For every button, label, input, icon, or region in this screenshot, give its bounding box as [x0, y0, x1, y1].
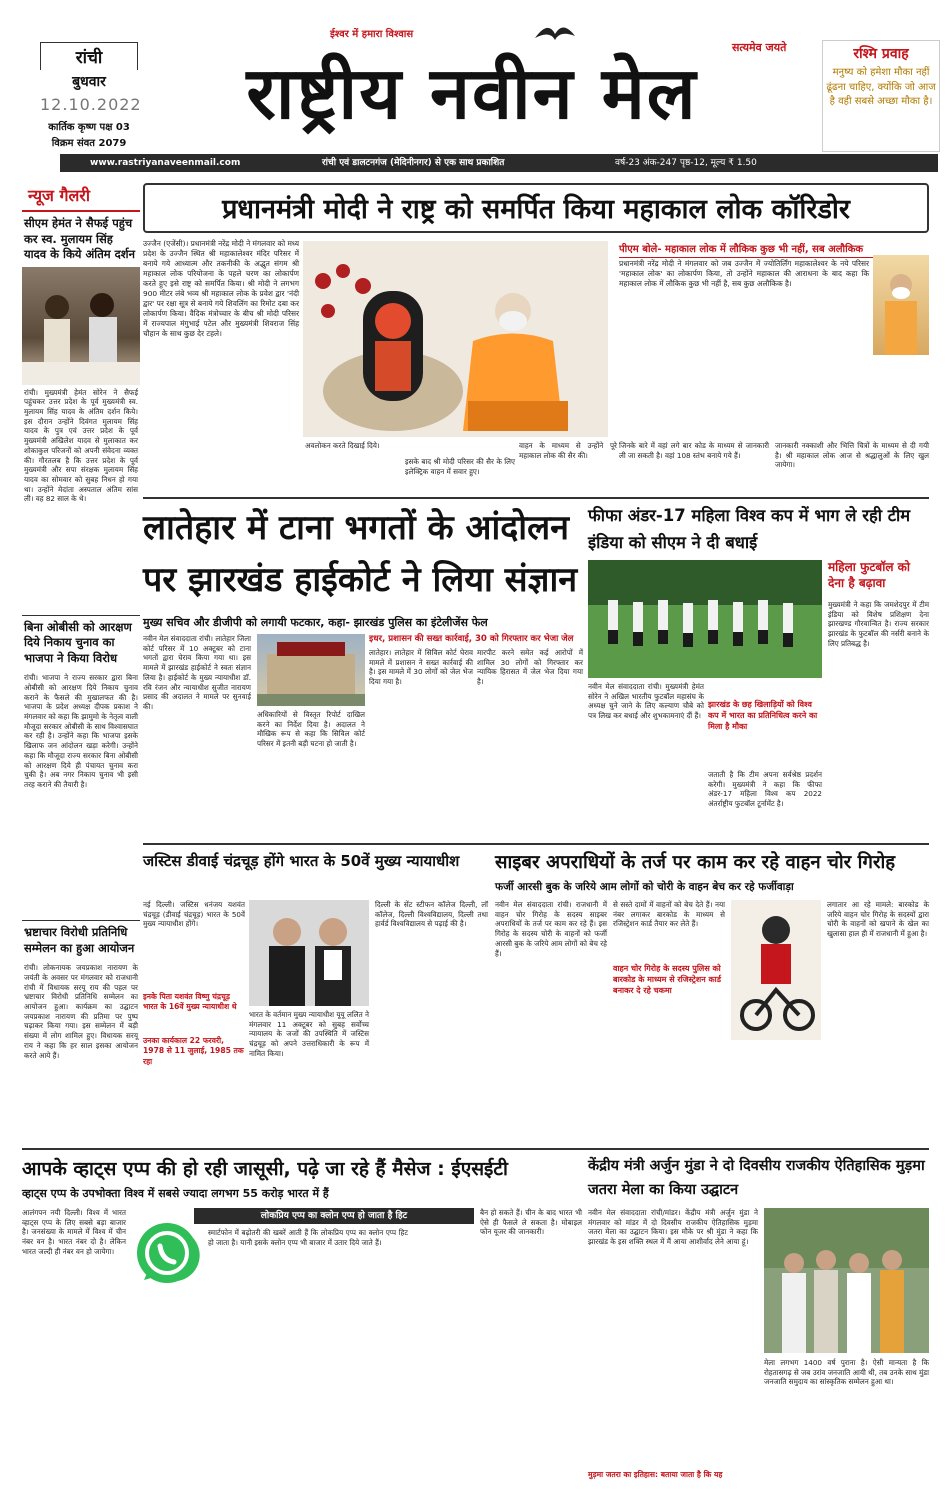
latehar-box-body2: मारपीट करने समेत कई आरोपों में शामिल 30 लोगों को गिरफ्तार कर न्यायिक हिरासत में जेल भेज दिया गया है।: [477, 648, 583, 687]
lead-side-foot: जिनके बारे में वहां लगे बार कोड के माध्यम से जानकारी ली जा सकती है। वहां 108 स्तंभ बनाये गये हैं।: [619, 441, 769, 460]
divider: [143, 497, 929, 499]
arjun-story: [588, 1150, 929, 1486]
lead-col2: इसके बाद श्री मोदी परिसर की सैर के लिए इलेक्ट्रिक वाहन में सवार हुए।: [405, 457, 515, 476]
justice-headline: जस्टिस डीवाई चंद्रचूड़ होंगे भारत के 50वें मुख्य न्यायाधीश: [143, 852, 460, 870]
fifa-side-headline: महिला फुटबॉल को देना है बढ़ावा: [828, 560, 910, 590]
cyber-quote: वाहन चोर गिरोह के सदस्य पुलिस को बारकोड के माध्यम से रजिस्ट्रेशन कार्ड बनाकर दे रहे चकमा: [613, 964, 721, 995]
lead-photo-caption: अवलोकन करते दिखाई दिये।: [305, 441, 380, 450]
cyber-body: नवीन मेल संवाददाता रांची। राजधानी में वाहन चोर गिरोह के सदस्य साइबर अपराधियों के तर्ज पर काम कर रहे हैं। इस गिरोह के सदस्य चोरी के वाहनों को फर्जी आरसी बुक के जरिये आम लोगों को बेच रहे हैं।: [495, 900, 607, 958]
latehar-story: [143, 500, 583, 840]
cyber-subhead: फर्जी आरसी बुक के जरिये आम लोगों को चोरी के वाहन बेच कर रहे फर्जीवाड़ा: [495, 881, 794, 893]
lead-side-headline: पीएम बोले- महाकाल लोक में लौकिक कुछ भी नहीं, सब अलौकिक: [619, 241, 929, 258]
city: रांची: [40, 42, 138, 70]
latehar-body: नवीन मेल संवाददाता रांची। लातेहार जिला कोर्ट परिसर में 10 अक्टूबर को टाना भगतों द्वारा घेराव किया गया था। इस मामले में झारखंड हाईकोर्ट ने स्वतः संज्ञान लिया है। हाईकोर्ट के मुख्य न्यायाधीश डॉ. रवि रंजन और न्यायाधीश सुजीत नारायण प्रसाद की अदालत ने मामले पर सुनवाई की।: [143, 634, 251, 712]
fifa-story: [588, 500, 929, 840]
tagline: ईश्वर में हमारा विश्वास: [330, 29, 414, 40]
gallery-title: न्यूज गैलरी: [22, 180, 140, 212]
website-link[interactable]: www.rastriyanaveenmail.com: [90, 158, 241, 168]
fifa-side-body: मुख्यमंत्री ने कहा कि जमशेदपुर में टीम इंडिया को विशेष प्रशिक्षण देना झारखण्ड गौरवान्वित है। राज्य सरकार झारखंड के फुटबॉल की नर्सरी बनाने के लिए प्रतिबद्ध है।: [828, 600, 929, 648]
court-photo: [257, 634, 365, 706]
whatsapp-subhead: व्हाट्स एप्प के उपभोक्ता विश्व में सबसे ज्यादा लगभग 55 करोड़ भारत में हैं: [22, 1187, 329, 1200]
whatsapp-bar: लोकप्रिय एप्प का क्लोन एप्प हो जाता है हिट: [194, 1208, 474, 1224]
day: बुधवार: [72, 74, 106, 90]
justice-bullet-1: इनके पिता यशवंत विष्णु चंद्रचूड़ भारत के 16वें मुख्य न्यायाधीश थे: [143, 992, 237, 1012]
gallery-story2-headline: बिना ओबीसी को आरक्षण दिये निकाय चुनाव का भाजपा ने किया विरोध: [22, 615, 140, 671]
whatsapp-story: [22, 1150, 582, 1486]
edition: रांची एवं डालटनगंज (मेदिनीनगर) से एक साथ प्रकाशित: [322, 158, 505, 168]
news-gallery: [22, 180, 140, 1245]
fifa-body: नवीन मेल संवाददाता रांची। मुख्यमंत्री हेमंत सोरेन ने अखिल भारतीय फुटबॉल महासंघ के अध्यक्ष चुने जाने के लिए कल्याण चौबे को पत्र लिख कर बधाई और शुभकामनाएं दीं हैं।: [588, 682, 704, 721]
issue-info: वर्ष-23 अंक-247 पृष्ठ-12, मूल्य ₹ 1.50: [615, 158, 757, 168]
cyber-body2: से सस्ते दामों में वाहनों को बेच देते हैं। नया नंबर लगाकर बारकोड के माध्यम से रजिस्ट्रेशन कार्ड तैयार कर लेते हैं।: [613, 900, 725, 929]
motto: सत्यमेव जयते: [732, 41, 787, 54]
tithi: कार्तिक कृष्ण पक्ष 03: [48, 122, 130, 133]
lead-photo: [303, 241, 608, 437]
justice-body2: दिल्ली के सेंट स्टीफन कॉलेज दिल्ली, लॉ कॉलेज, दिल्ली विश्वविद्यालय, दिल्ली तथा हार्वर्ड विश्वविद्यालय से पढ़ाई की है।: [375, 900, 488, 929]
latehar-body2: अधिकारियों से विस्तृत रिपोर्ट दाखिल करने का निर्देश दिया है। अदालत ने मौखिक रूप से कहा कि सिविल कोर्ट परिसर में इतनी बड़ी घटना हो जाती है।: [257, 710, 365, 749]
gallery-story1-headline: सीएम हेमंत ने सैफई पहुंच कर स्व. मुलायम सिंह यादव के किये अंतिम दर्शन: [24, 216, 135, 262]
info-bar: [60, 154, 938, 172]
arjun-headline: केंद्रीय मंत्री अर्जुन मुंडा ने दो दिवसीय राजकीय ऐतिहासिक मुड़मा जतरा मेला का किया उद्घाटन: [588, 1158, 925, 1198]
justice-dateline: नई दिल्ली। जस्टिस धनंजय यशवंत चंद्रचूड़ (डीवाई चंद्रचूड़) भारत के 50वें मुख्य न्यायाधीश होंगे।: [143, 900, 245, 929]
pm-speech-photo: [873, 255, 929, 355]
samvat: विक्रम संवत 2079: [51, 138, 127, 149]
gallery-story3-body: रांची। लोकनायक जयप्रकाश नारायण के जयंती के अवसर पर मंगलवार को राजधानी रांची में विधायक सरयू राय की पहल पर भ्रष्टाचार विरोधी प्रतिनिधि सम्मेलन का आयोजन हुआ। कार्यक्रम का उद्घाटन जयप्रकाश नारायण की प्रतिमा पर पुष्प चढ़ाकर किया गया। इस सम्मेलन में बड़ी संख्या में लोग शामिल हुए। विधायक सरयू राय ने कहा कि हर साल इसका आयोजन करते आये हैं।: [24, 963, 138, 1060]
mela-inauguration-photo: [764, 1208, 929, 1353]
justice-photo: [249, 900, 369, 1006]
paper-title: राष्ट्रीय नवीन मेल: [246, 51, 698, 135]
whatsapp-headline: आपके व्हाट्स एप्प की हो रही जासूसी, पढ़े जा रहे हैं मैसेज : ईएसईटी: [22, 1158, 508, 1180]
gallery-story2-body: रांची। भाजपा ने राज्य सरकार द्वारा बिना ओबीसी को आरक्षण दिये निकाय चुनाव कराने के फैसले की मुखालफत की है। भाजपा के प्रदेश अध्यक्ष दीपक प्रकाश ने मंगलवार को कहा कि झामुमो के नेतृत्व वाली मौजूदा सरकार ओबीसी के साथ विश्वासघात कर रही है। उन्होंने कहा कि भाजपा इसके खिलाफ जन आंदोलन खड़ा करेगी। उन्होंने कहा कि मौजूदा राज्य सरकार बिना ओबीसी को आरक्षण दिये ही पंचायत चुनाव करा चुकी है। अब नगर निकाय चुनाव भी इसी तरह कराने की तैयारी है।: [24, 673, 138, 789]
justice-body: भारत के वर्तमान मुख्य न्यायाधीश यूयू ललित ने मंगलवार 11 अक्टूबर को सुबह सर्वोच्च न्यायालय के जजों की उपस्थिति में जस्टिस चंद्रचूड़ को अपने उत्तराधिकारी के रूप में नामित किया।: [249, 1010, 369, 1058]
latehar-box-headline: इधर, प्रशासन की सख्त कार्रवाई, 30 को गिरफ्तार कर भेजा जेल: [369, 634, 574, 644]
football-team-photo: [588, 560, 822, 678]
date: 12.10.2022: [40, 95, 142, 114]
fifa-headline: फीफा अंडर-17 महिला विश्व कप में भाग ले रही टीम इंडिया को सीएम ने दी बधाई: [588, 506, 911, 552]
date-box: [40, 42, 142, 152]
latehar-headline: लातेहार में टाना भगतों के आंदोलन पर झारखंड हाईकोर्ट ने लिया संज्ञान: [143, 508, 578, 600]
cyber-side-body: लगातार आ रहे मामले: बारकोड के जरिये वाहन चोर गिरोह के सदस्यों द्वारा चोरी के वाहनों को खपाने के खेल का खुलासा हाल ही में राजधानी में हुआ है।: [827, 900, 929, 939]
gallery-story3-headline: भ्रष्टाचार विरोधी प्रतिनिधि सम्मेलन का हुआ आयोजन: [22, 920, 140, 960]
whatsapp-body3: बैन हो सकते हैं। चीन के बाद भारत भी ऐसे ही फैसले ले सकता है। मोबाइल फोन यूजर की जानकारी।: [480, 1208, 582, 1237]
justice-bullet-2: उनका कार्यकाल 22 फरवरी, 1978 से 11 जुलाई, 1985 तक रहा: [143, 1036, 244, 1066]
vehicle-thief-illustration: [731, 900, 821, 1040]
masthead: [0, 0, 945, 168]
lead-headline: प्रधानमंत्री मोदी ने राष्ट्र को समर्पित किया महाकाल लोक कॉरिडोर: [143, 183, 929, 233]
bird-logo: [530, 18, 580, 50]
divider: [143, 843, 929, 845]
lead-body: उज्जैन (एजेंसी)। प्रधानमंत्री नरेंद्र मोदी ने मंगलवार को मध्य प्रदेश के उज्जैन स्थित श्री महाकालेश्वर मंदिर परिसर में बनाये गये आध्यात्म और तकनीकी के अद्भुत संगम श्री महाकाल लोक परियोजना के पहले चरण का लोकार्पण करते हुए इसे राष्ट्र को समर्पित किया। श्री मोदी ने लगभग 900 मीटर लंबे भव्य श्री महाकाल लोक के प्रवेश द्वार 'नंदी द्वार' पर रक्षा सूत्र से बनाये गये शिवलिंग का रिमोट दबा कर लोकार्पण किया। वैदिक मंत्रोच्चार के बीच श्री मोदी परिसर में राज्यपाल मंगुभाई पटेल और मुख्यमंत्री शिवराज सिंह चौहान के साथ कुछ देर टहले।: [143, 239, 299, 338]
quote-text: मनुष्य को हमेशा मौका नहीं ढूंढना चाहिए, क्योंकि जो आज है वही सबसे अच्छा मौका है।: [826, 67, 936, 107]
whatsapp-body2: स्मार्टफोन में बढ़ोतरी की खबरें आती हैं कि लोकप्रिय एप्प का क्लोन एप्प हिट हो जाता है। यानी इसके क्लोन एप्प भी बाजार में उतार दिये जाते हैं।: [208, 1228, 408, 1247]
cyber-headline: साइबर अपराधियों के तर्ज पर काम कर रहे वाहन चोर गिरोह: [495, 852, 896, 873]
lead-side-body: प्रधानमंत्री नरेंद्र मोदी ने मंगलवार को जब उज्जैन में ज्योतिर्लिंग महाकालेश्वर के नये परिसर 'महाकाल लोक' का लोकार्पण किया, तो उन्होंने महाकाल की आराधना के बाद कहा कि महाकाल लोक में लौकिक कुछ भी नहीं है, सब कुछ अलौकिक है।: [619, 259, 869, 288]
whatsapp-body: आलंगपन नयी दिल्ली। विश्व में भारत व्हाट्स एप्प के लिए सबसे बड़ा बाजार है। जनसंख्या के मामले में विश्व में चीन नंबर वन है। भारत नंबर दो है। लेकिन भारत जल्दी ही नंबर वन हो जायेगा।: [22, 1208, 126, 1256]
lead-col3: वाहन के माध्यम से उन्होंने पूरे महाकाल लोक की सैर की।: [519, 441, 617, 460]
lead-side-foot2: जानकारी नक्काशी और भित्ति चित्रों के माध्यम से दी गयी है। श्री महाकाल लोक आज से श्रद्धालुओं के लिए खुल जायेगा।: [775, 441, 929, 470]
quote-box: [822, 40, 940, 152]
fifa-body2: जताती है कि टीम अपना सर्वश्रेष्ठ प्रदर्शन करेगी। मुख्यमंत्री ने कहा कि फीफा अंडर-17 महिला विश्व कप 2022 अंतर्राष्ट्रीय फुटबॉल टूर्नामेंट है।: [708, 770, 822, 809]
whatsapp-logo-icon: [132, 1218, 202, 1288]
justice-story: [143, 846, 488, 1146]
cyber-story: [495, 846, 929, 1146]
lead-story: [143, 183, 929, 493]
gallery-story1-body: रांची। मुख्यमंत्री हेमंत सोरेन ने सैफई पहुंचकर उत्तर प्रदेश के पूर्व मुख्यमंत्री स्व. मुलायम सिंह यादव के अंतिम दर्शन किये। इस दौरान उन्होंने दिवंगत मुलायम सिंह यादव के पुत्र एवं उत्तर प्रदेश के पूर्व मुख्यमंत्री अखिलेश यादव से मुलाकात कर शोकाकुल परिजनों को अपनी संवेदना व्यक्त की। गौरतलब है कि उत्तर प्रदेश के पूर्व मुख्यमंत्री और सपा संरक्षक मुलायम सिंह यादव का सोमवार को सुबह निधन हो गया था। उन्होंने मेदांता अस्पताल अंतिम सांस ली। वह 82 साल के थे।: [24, 387, 138, 504]
latehar-subhead: मुख्य सचिव और डीजीपी को लगायी फटकार, कहा- झारखंड पुलिस का इंटेलीजेंस फेल: [143, 616, 488, 629]
quote-title: रश्मि प्रवाह: [853, 46, 909, 62]
latehar-box-body: लातेहार। लातेहार में सिविल कोर्ट घेराव मामले में प्रशासन ने सख्त कार्रवाई की है। इस मामले में 30 लोगों को जेल भेज दिया गया है।: [369, 648, 473, 687]
fifa-quote: झारखंड के छह खिलाड़ियों को विश्व कप में भारत का प्रतिनिधित्व करने का मिला है मौका: [708, 700, 818, 731]
arjun-body: नवीन मेल संवाददाता रांची/मांडर। केंद्रीय मंत्री अर्जुन मुंडा ने मंगलवार को मांडर में दो दिवसीय राजकीय ऐतिहासिक मुड़मा जतरा मेला का उद्घाटन किया। इस मौके पर श्री मुंडा ने कहा कि झारखंड के इस शक्ति स्थल में मैं आया आशीर्वाद लेने आया हूं।: [588, 1208, 758, 1247]
gallery-story1-photo: [22, 267, 140, 385]
arjun-body2: मेला लगभग 1400 वर्ष पुराना है। ऐसी मान्यता है कि रोहतासगढ़ से जब उरांव जनजाति आयी थी, तब उनके साथ मुंडा जनजाति समुदाय का सांस्कृतिक सम्मेलन हुआ था।: [764, 1358, 929, 1387]
arjun-footnote: मुड़मा जतरा का इतिहास: बताया जाता है कि यह: [588, 1470, 723, 1479]
